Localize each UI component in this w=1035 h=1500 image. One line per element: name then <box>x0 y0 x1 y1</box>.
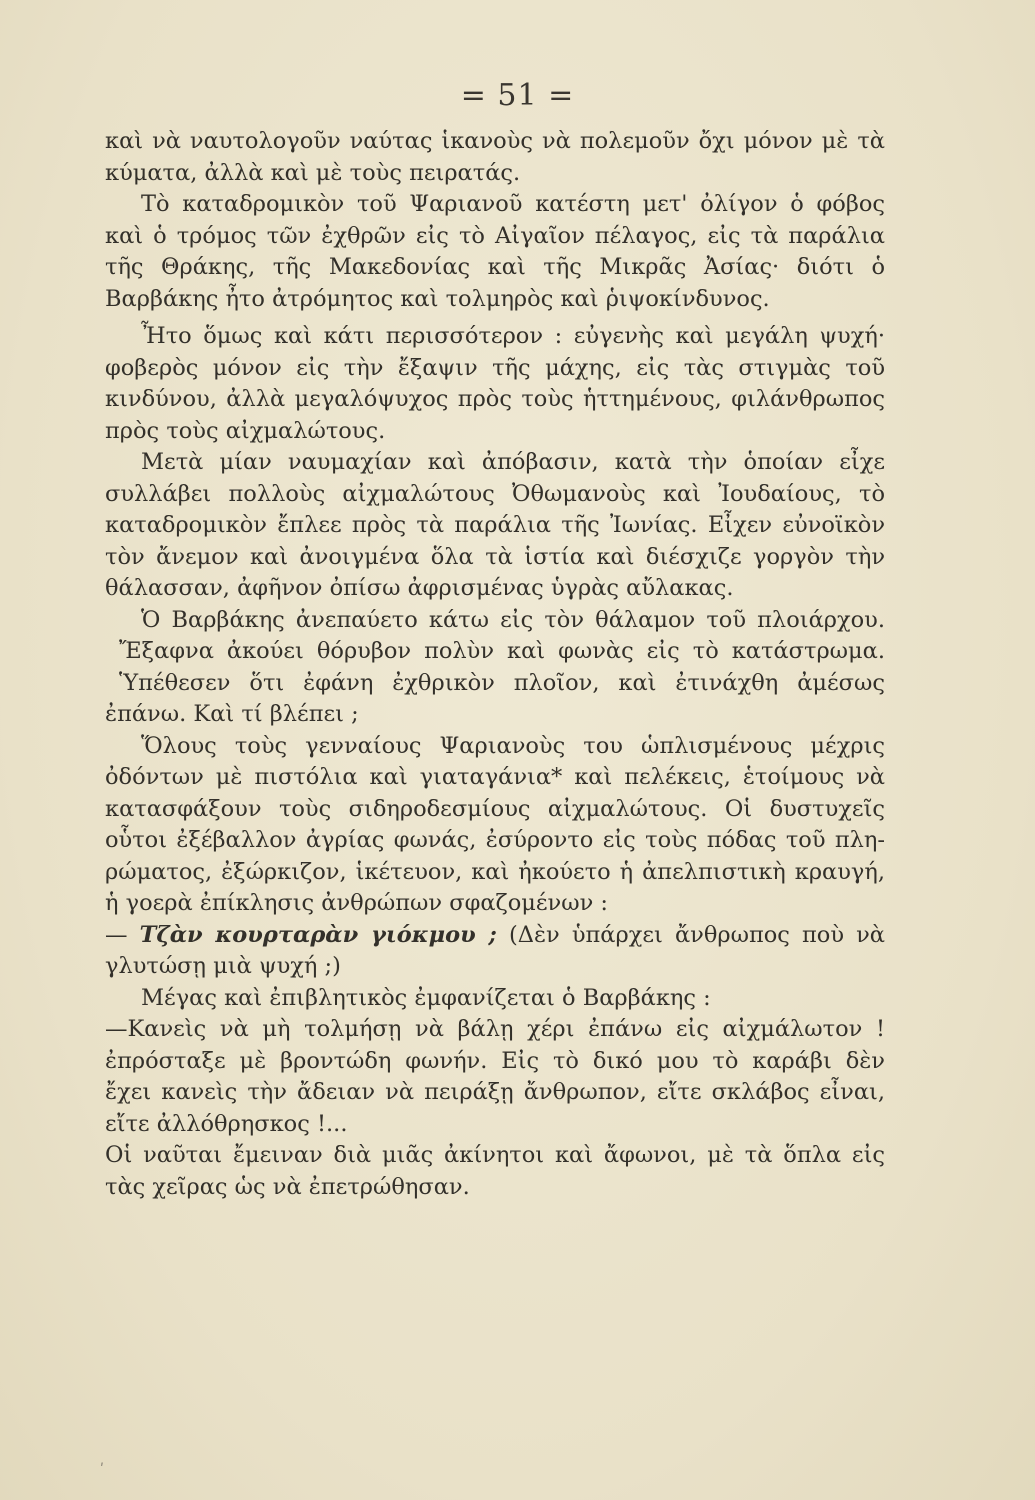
text-line: θάλασσαν, ἀφῆνον ὀπίσω ἀφρισμένας ὑγρὰς αὔλακας. <box>105 575 734 601</box>
page-number: = 51 = <box>460 78 575 113</box>
text-line: τὸν ἄνεμον καὶ ἀνοιγμένα ὅλα τὰ ἱστία καὶ διέσχιζε γοργὸν τὴν <box>105 543 885 570</box>
body-text <box>105 126 885 1203</box>
text-line: Ὅλους τοὺς γενναίους Ψαριανοὺς του ὡπλισμένους μέχρις <box>141 732 885 759</box>
text-line: Τὸ καταδρομικὸν τοῦ Ψαριανοῦ κατέστη μετ' ὀλίγον ὁ φόβος <box>141 191 885 217</box>
text-line: Ἦτο ὅμως καὶ κάτι περισσότερον : εὐγενὴς καὶ μεγάλη ψυχή· <box>141 323 885 349</box>
text-line: ἐπάνω. Καὶ τί βλέπει ; <box>105 701 359 727</box>
footer-mark: ʹ <box>100 1462 104 1478</box>
text-line: οὗτοι ἐξέβαλλον ἀγρίας φωνάς, ἐσύροντο εἰς τοὺς πόδας τοῦ πλη- <box>105 827 885 853</box>
text-line: κινδύνου, ἀλλὰ μεγαλόψυχος πρὸς τοὺς ἡττημένους, φιλάνθρωπος <box>105 386 885 412</box>
text-line: Ἔξαφνα ἀκούει θόρυβον πολὺν καὶ φωνὰς εἰς τὸ κατάστρωμα. <box>119 638 885 664</box>
text-line: κατασφάξουν τοὺς σιδηροδεσμίους αἰχμαλώτους. Οἱ δυστυχεῖς <box>105 795 885 822</box>
text-line: κύματα, ἀλλὰ καὶ μὲ τοὺς πειρατάς. <box>105 159 521 186</box>
text-line: καὶ ὁ τρόμος τῶν ἐχθρῶν εἰς τὸ Αἰγαῖον πέλαγος, εἰς τὰ παράλια <box>105 222 885 249</box>
text-line: εἴτε ἀλλόθρησκος !... <box>105 1110 348 1137</box>
text-line: Ὁ Βαρβάκης ἀνεπαύετο κάτω εἰς τὸν θάλαμον τοῦ πλοιάρχου. <box>141 606 885 633</box>
text-line: —Κανεὶς νὰ μὴ τολμήσῃ νὰ βάλῃ χέρι ἐπάνω εἰς αἰχμάλωτον ! <box>105 1016 885 1042</box>
text-line: τὰς χεῖρας ὡς νὰ ἐπετρώθησαν. <box>105 1173 470 1200</box>
text-line: γλυτώσῃ μιὰ ψυχή ;) <box>105 953 341 979</box>
text-line: συλλάβει πολλοὺς αἰχμαλώτους Ὀθωμανοὺς καὶ Ἰουδαίους, τὸ <box>105 480 885 507</box>
text-line: καταδρομικὸν ἔπλεε πρὸς τὰ παράλια τῆς Ἰωνίας. Εἶχεν εὐνοϊκὸν <box>105 512 885 538</box>
text-line: Μετὰ μίαν ναυμαχίαν καὶ ἀπόβασιν, κατὰ τὴν ὁποίαν εἶχε <box>141 449 885 475</box>
quote-translation: (Δὲν ὑπάρχει ἄνθρωπος ποὺ νὰ <box>508 921 885 948</box>
text-line: ἔχει κανεὶς τὴν ἄδειαν νὰ πειράξῃ ἄνθρωπον, εἴτε σκλάβος εἶναι, <box>105 1079 885 1105</box>
text-line: ὀδόντων μὲ πιστόλια καὶ γιαταγάνια* καὶ πελέκεις, ἑτοίμους νὰ <box>105 764 885 790</box>
text-line: ἡ γοερὰ ἐπίκλησις ἀνθρώπων σφαζομένων : <box>105 890 608 916</box>
text-line: τῆς Θράκης, τῆς Μακεδονίας καὶ τῆς Μικρᾶς Ἀσίας· διότι ὁ <box>105 254 885 280</box>
text-line: πρὸς τοὺς αἰχμαλώτους. <box>105 417 386 444</box>
quote-line <box>105 920 885 952</box>
turkish-quote: Τζὰν κουρταρὰν γιόκμου ; <box>139 921 497 948</box>
text-line: Μέγας καὶ ἐπιβλητικὸς ἐμφανίζεται ὁ Βαρβάκης : <box>141 984 711 1011</box>
text-line: Οἱ ναῦται ἔμειναν διὰ μιᾶς ἀκίνητοι καὶ ἄφωνοι, μὲ τὰ ὅπλα εἰς <box>105 1142 885 1168</box>
text-line: ρώματος, ἐξώρκιζον, ἱκέτευον, καὶ ἠκούετο ἡ ἀπελπιστικὴ κραυγή, <box>105 858 885 885</box>
text-line: Βαρβάκης ἦτο ἀτρόμητος καὶ τολμηρὸς καὶ ῥιψοκίνδυνος. <box>105 285 770 312</box>
quote-dash: — <box>105 921 140 948</box>
text-line: καὶ νὰ ναυτολογοῦν ναύτας ἱκανοὺς νὰ πολεμοῦν ὄχι μόνον μὲ τὰ <box>105 128 885 154</box>
text-line: ἐπρόσταξε μὲ βροντώδη φωνήν. Εἰς τὸ δικό μου τὸ καράβι δὲν <box>105 1047 885 1074</box>
text-line: Ὑπέθεσεν ὅτι ἐφάνη ἐχθρικὸν πλοῖον, καὶ ἐτινάχθη ἀμέσως <box>119 669 885 696</box>
text-line: φοβερὸς μόνον εἰς τὴν ἔξαψιν τῆς μάχης, εἰς τὰς στιγμὰς τοῦ <box>105 354 885 381</box>
